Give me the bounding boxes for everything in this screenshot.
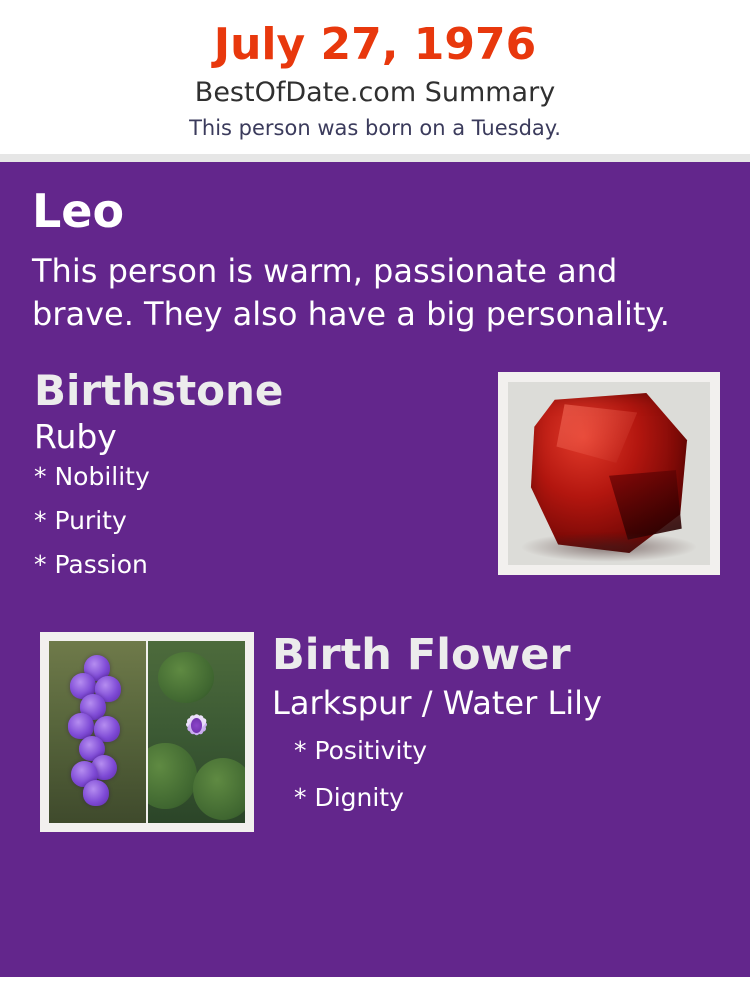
birthstone-name: Ruby — [34, 417, 117, 457]
birthflower-trait: * Positivity — [294, 736, 427, 766]
site-summary-label: BestOfDate.com Summary — [194, 77, 556, 109]
birthstone-trait: * Nobility — [34, 462, 150, 492]
birthstone-section — [0, 366, 750, 600]
birthstone-heading: Birthstone — [34, 366, 284, 416]
birthstone-trait: * Purity — [34, 506, 127, 536]
birthflower-section — [0, 632, 750, 852]
birthstone-image — [498, 372, 720, 575]
zodiac-sign-title: Leo — [32, 183, 125, 238]
water-lily-icon — [146, 641, 245, 823]
birthstone-trait: * Passion — [34, 550, 148, 580]
larkspur-icon — [49, 641, 146, 823]
header-divider — [0, 154, 750, 162]
birthflower-heading: Birth Flower — [272, 630, 571, 681]
born-on-day-note: This person was born on a Tuesday. — [189, 115, 561, 140]
ruby-icon — [508, 382, 710, 565]
birthflower-text — [272, 630, 720, 813]
birthflower-image — [40, 632, 254, 832]
content-panel — [0, 162, 750, 977]
zodiac-description: This person is warm, passionate and brave. They also have a big personality. — [32, 251, 670, 334]
page-title: July 27, 1976 — [213, 19, 537, 70]
zodiac-section — [0, 162, 750, 336]
birthflower-name: Larkspur / Water Lily — [272, 684, 602, 723]
birthflower-trait: * Dignity — [294, 783, 404, 813]
card-header — [0, 0, 750, 154]
